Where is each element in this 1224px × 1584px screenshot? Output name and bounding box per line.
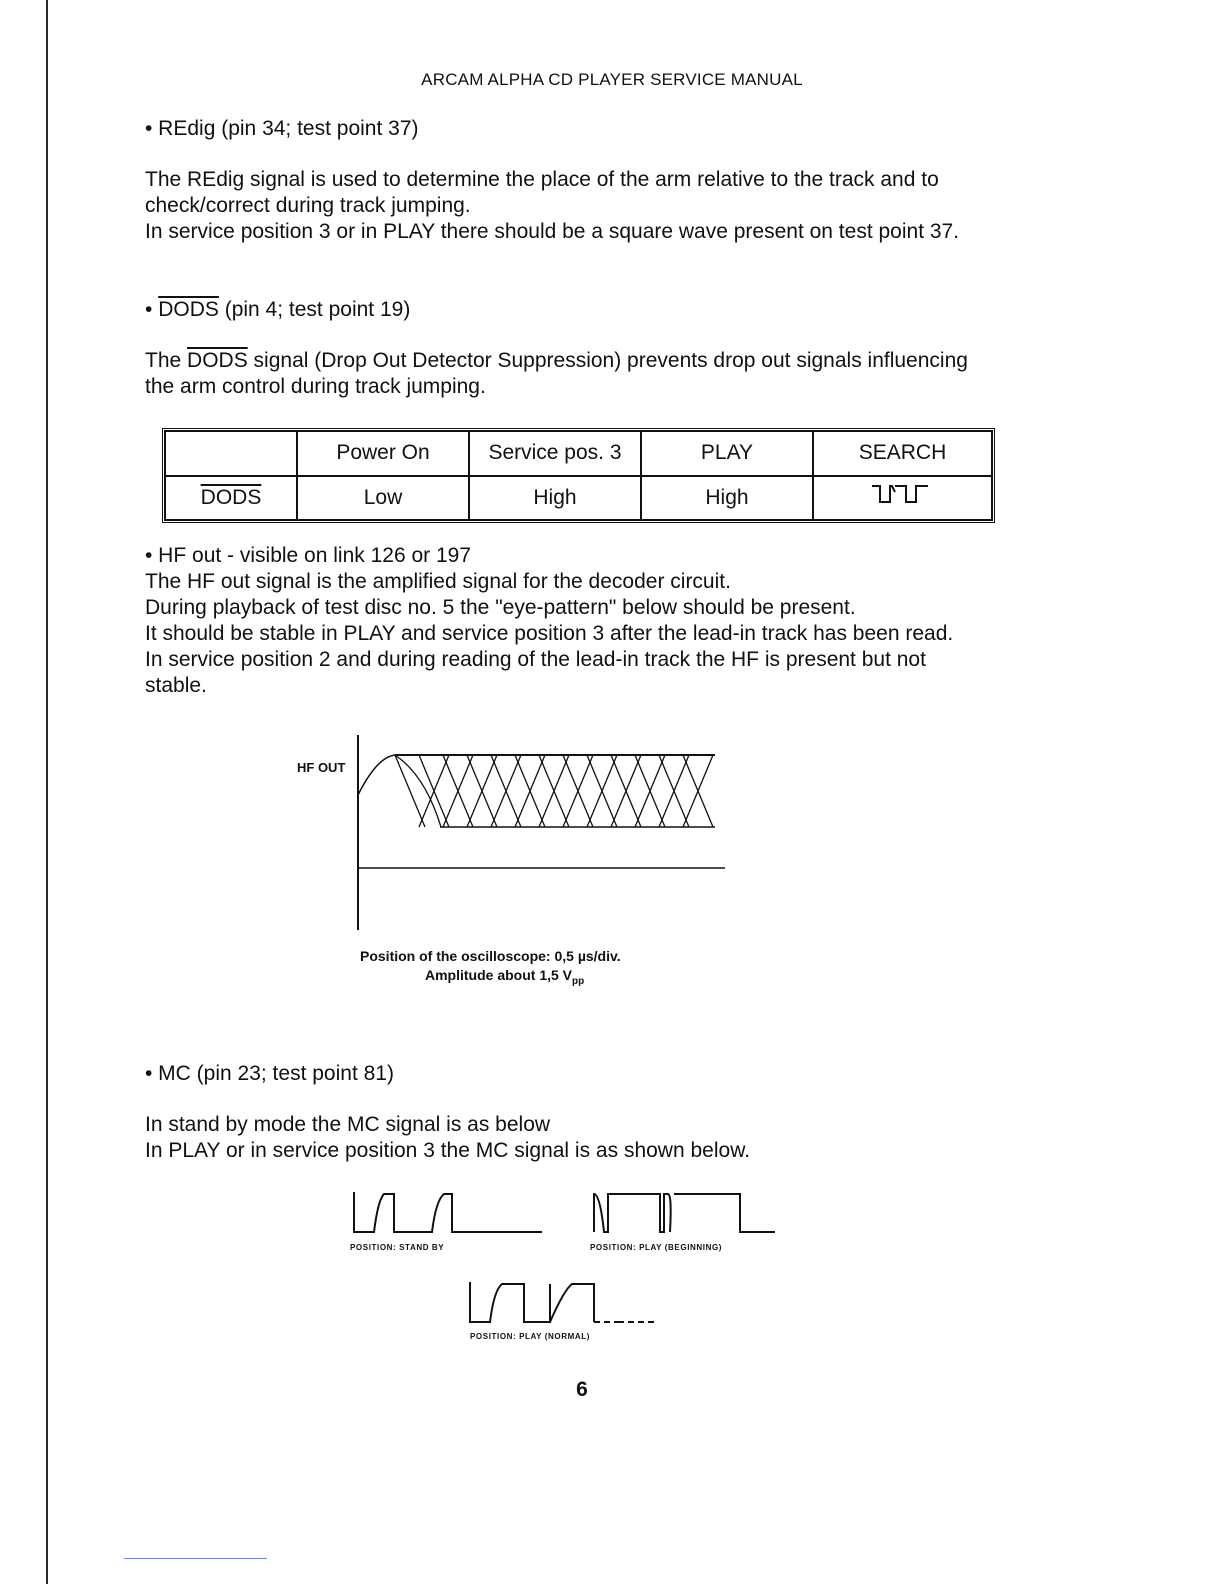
table-cell-search <box>813 476 992 521</box>
mc-play-beginning-waveform <box>590 1190 780 1236</box>
hf-line-3: It should be stable in PLAY and service position 3 after the lead-in track has been read. <box>145 622 954 645</box>
dods-body-post: signal (Drop Out Detector Suppression) prevents drop out signals influencing <box>247 349 968 372</box>
amplitude-subscript: pp <box>572 975 585 987</box>
mc-play-normal-waveform <box>468 1280 668 1326</box>
dods-heading-signal: DODS <box>158 298 219 321</box>
table-cell-service-pos: High <box>469 476 641 521</box>
hf-line-5: stable. <box>145 674 207 697</box>
table-row <box>165 476 992 521</box>
amplitude-label: Amplitude about 1,5 V <box>425 967 573 983</box>
table-header-row <box>165 431 992 476</box>
mc-line-1: In stand by mode the MC signal is as below <box>145 1113 551 1136</box>
mc-heading: • MC (pin 23; test point 81) <box>145 1062 394 1085</box>
dods-heading-rest: (pin 4; test point 19) <box>218 298 411 321</box>
mc-play-beginning-caption: POSITION: PLAY (BEGINNING) <box>590 1243 723 1252</box>
mc-standby-waveform <box>352 1190 547 1236</box>
dods-heading <box>145 297 410 323</box>
eye-trace-falling <box>395 755 425 827</box>
table-header-service-pos: Service pos. 3 <box>469 431 641 476</box>
oscilloscope-caption-2 <box>425 967 584 987</box>
hf-line-1: The HF out signal is the amplified signal for the decoder circuit. <box>145 570 731 593</box>
hf-figure-label: HF OUT <box>297 760 346 775</box>
table-header-empty <box>165 431 297 476</box>
dods-heading-bullet: • <box>145 298 159 321</box>
oscilloscope-caption-1: Position of the oscilloscope: 0,5 µs/div. <box>360 948 621 964</box>
hf-line-2: During playback of test disc no. 5 the "eye-pattern" below should be present. <box>145 596 856 619</box>
page-header: ARCAM ALPHA CD PLAYER SERVICE MANUAL <box>421 70 803 89</box>
hf-line-4: In service position 2 and during reading of the lead-in track the HF is present but not <box>145 648 926 671</box>
redig-line-1: The REdig signal is used to determine the place of the arm relative to the track and to <box>145 168 939 191</box>
table-header-power-on: Power On <box>297 431 469 476</box>
square-wave-pulse-icon <box>868 482 938 508</box>
redig-line-2: check/correct during track jumping. <box>145 194 471 217</box>
mc-line-2: In PLAY or in service position 3 the MC signal is as shown below. <box>145 1139 751 1162</box>
redig-heading: • REdig (pin 34; test point 37) <box>145 117 419 140</box>
dods-body-signal: DODS <box>187 349 248 372</box>
dods-body-pre: The <box>145 349 188 372</box>
hf-heading: • HF out - visible on link 126 or 197 <box>145 544 472 567</box>
table-row-label: DODS <box>165 476 297 521</box>
table-header-play: PLAY <box>641 431 813 476</box>
mc-play-normal-caption: POSITION: PLAY (NORMAL) <box>470 1332 591 1341</box>
table-header-search: SEARCH <box>813 431 992 476</box>
mc-standby-caption: POSITION: STAND BY <box>350 1243 445 1252</box>
table-cell-play: High <box>641 476 813 521</box>
dods-body-line-1 <box>145 348 968 374</box>
footer-rule <box>124 1558 267 1559</box>
redig-line-3: In service position 3 or in PLAY there should be a square wave present on test point 37. <box>145 220 960 243</box>
page-edge-line <box>46 0 48 1584</box>
dods-state-table <box>162 428 995 523</box>
dods-body-line-2: the arm control during track jumping. <box>145 375 486 398</box>
table-cell-power-on: Low <box>297 476 469 521</box>
eye-pattern-figure <box>355 735 735 935</box>
page-number: 6 <box>576 1378 588 1401</box>
